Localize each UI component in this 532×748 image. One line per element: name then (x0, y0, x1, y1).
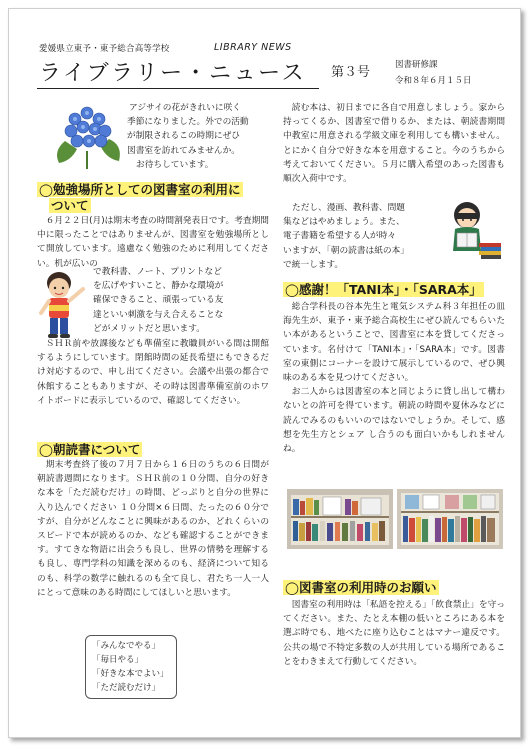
rule-1: 「みんなでやる」 (92, 641, 161, 651)
rule-3: 「好きな本でよい」 (92, 669, 169, 679)
section-heading-rules: ◯図書室の利用時のお願い (285, 580, 437, 595)
study-para-2-wrap (37, 337, 269, 408)
section-morning-reading (37, 441, 269, 600)
girl-reading-icon (441, 199, 505, 263)
intro-line-1: アジサイの花がきれいに咲く (129, 103, 241, 113)
study-line-3: 確保できること、頑張っている友 (93, 295, 224, 306)
issue-date: 令和８年６月１５日 (395, 76, 472, 86)
thanks-para-1: 総合学科長の谷本先生と電気システム科３年担任の皿海先生が、東予・東予総合高校生にぜひ読んでもらいたい本があるということで、図書室に本を貸してくださっています。名付けて「TANI本」・「SARA本」です。図書室の東側にコーナーを設けて展示しているので、ぜひ興味のある本を見つけてください。 (283, 302, 505, 384)
library-news-label: LIBRARY NEWS (214, 42, 292, 53)
newsletter-page (8, 8, 521, 738)
study-para-1: ６月２２日(月)は期末考査の時間割発表日です。考査期間中に限ったことではありませんが、図書室を勉強場所として開放しています。遠慮なく勉強のために利用してください。机が広いの (37, 216, 269, 269)
study-para-1-cont (93, 265, 269, 336)
study-line-4: 達といい刺激を与え合えることな (93, 309, 224, 320)
intro-line-4: 図書室を訪れてみませんか。 (127, 145, 240, 156)
rules-para: 図書室の利用時は「私語を控える」「飲食禁止」を守ってください。また、たとえ本棚の低いところにある本を選ぶ時でも、地べたに座り込むことはマナー違反です。公共の場で不特定多数の人が共用している場所であることをわきまえて行動してください。 (283, 600, 505, 667)
reading-line-2: 集などはやめましょう。また、 (283, 217, 405, 228)
intro-line-2: 季節になりました。外での活動 (127, 117, 249, 128)
reading-line-4: いますが、「朝の読書は紙の本」 (283, 245, 409, 256)
study-line-2: を広げやすいこと、静かな環境が (93, 281, 224, 292)
issue-number: 第３号 (331, 65, 371, 80)
newsletter-title: ライブラリー・ニュース (39, 61, 307, 86)
reading-line-3: 電子書籍を希望する人が時々 (283, 231, 396, 242)
section-study-space (37, 181, 269, 271)
reading-line-1: ただし、漫画、教科書、問題 (292, 203, 405, 213)
study-line-5: どがメリットだと思います。 (93, 323, 205, 334)
intro-text (127, 101, 277, 172)
school-name: 愛媛県立東予・東予総合高等学校 (39, 44, 170, 54)
bookshelf-photo-left (287, 489, 393, 549)
title-underline (37, 88, 319, 89)
morning-para: 期末考査終了後の７月７日から１６日のうちの６日間が朝読書週間になります。ＳＨＲ前の１０分間、自分の好きな本を「ただ読むだけ」の時間、どっぷりと自分の世界に入り込んでください １０分間×６日間、たったの６０分ですが、自分がどんなことに興味があるのか、どれくらいのスピードで本が読めるのか、なども確認することができます。すてきな物語に出会うも良し、世界の情勢を理解するも良し、専門学科の知識を深めるのも、経済について知るのも、科学の数学に触れるのも全て良し、君たち一人一人にとって意味のある時間にしてほしいと思います。 (37, 460, 269, 598)
section-heading-study-2: ついて (51, 198, 89, 213)
section-heading-thanks: ◯感謝！「TANI本」・「SARA本」 (285, 282, 482, 297)
study-para-2: ＳＨＲ前や放課後なども準備室に教職員がいる間は開館するようにしています。閉館時間の延長希望にもできるだけ対応するので、申し出てください。会議や出張の都合で休館することもありますが、その時は図書準備室前のホワイトボードに表示しているので、確認してください。 (37, 339, 269, 406)
intro-line-5: お待ちしています。 (136, 159, 214, 170)
rule-4: 「ただ読むだけ」 (92, 683, 161, 693)
section-heading-morning: ◯朝読書について (39, 442, 141, 457)
boy-pointing-icon (33, 267, 91, 343)
intro-line-3: が制限されるこの時期にぜひ (127, 131, 240, 142)
section-library-rules (283, 579, 505, 669)
morning-reading-cont (283, 101, 505, 186)
section-heading-study: ◯勉強場所としての図書室の利用に (39, 182, 241, 197)
reading-para-bottom (283, 201, 433, 272)
department: 図書研修課 (395, 60, 438, 70)
rule-2: 「毎日やる」 (92, 655, 144, 665)
thanks-para-2: お二人からは図書室の本と同じように貸し出して構わないとの許可を得ています。朝読の時間や夏休みなどに読んでみるのもいいのではないでしょうか。そして、感想を先生方とシェア し合うのも面白いかもしれませんね。 (283, 387, 505, 455)
study-line-1: で教科書、ノート、プリントなど (93, 267, 222, 277)
reading-para-top: 読む本は、初日までに各自で用意しましょう。家から持ってくるか、図書室で借りるか、または、朝読書期間中教室に用意される学級文庫を利用しても構いません。とにかく自分で好きな本を用意すること。今のうちから考えておいてください。５月に購入希望のあった図書も順次入荷中です。 (283, 103, 505, 185)
section-thanks (283, 281, 505, 456)
hydrangea-icon (51, 101, 125, 171)
reading-line-5: で統一します。 (283, 259, 344, 270)
morning-reading-rules (85, 635, 177, 699)
bookshelf-photo-right (397, 489, 503, 549)
